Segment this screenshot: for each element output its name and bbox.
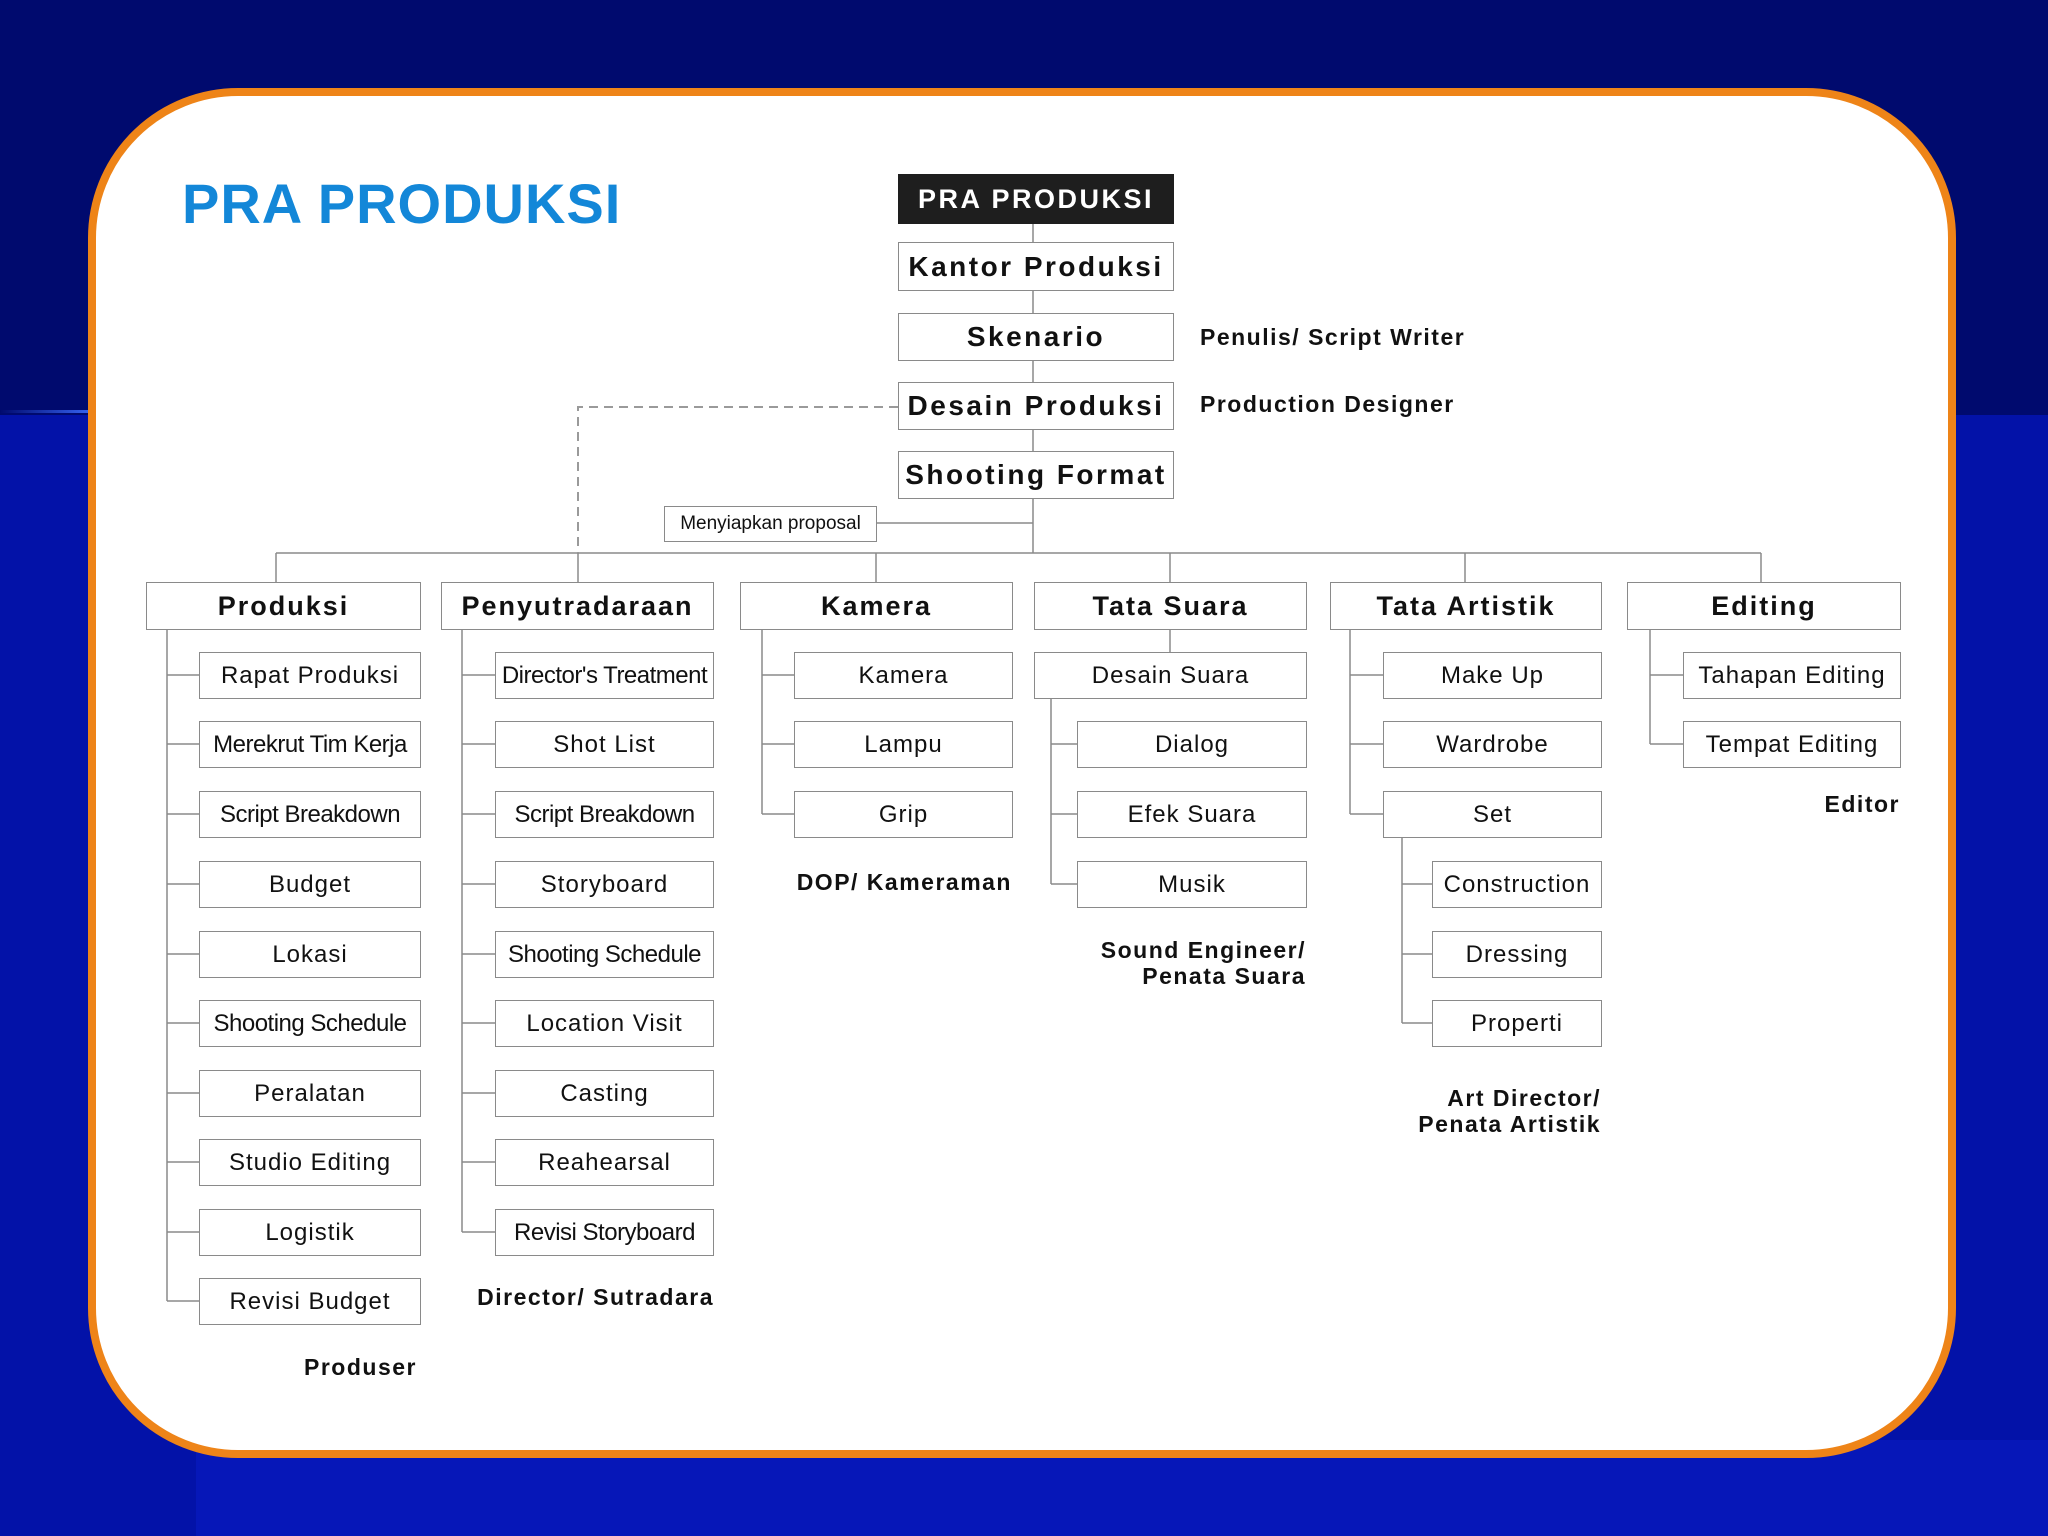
role-editor: Editor — [1824, 791, 1900, 817]
role-penata-suara-line2: Penata Suara — [1142, 963, 1306, 989]
item-set-3: Properti — [1432, 1000, 1602, 1047]
note-menyiapkan-proposal: Menyiapkan proposal — [664, 506, 877, 542]
item-set-2: Dressing — [1432, 931, 1602, 978]
item-produksi-10: Revisi Budget — [199, 1278, 421, 1325]
dept-tata-suara: Tata Suara — [1034, 582, 1307, 630]
root-box-pra-produksi: PRA PRODUKSI — [898, 174, 1174, 224]
item-tata-artistik-set: Set — [1383, 791, 1602, 838]
item-tata-suara-2: Efek Suara — [1077, 791, 1307, 838]
item-penyutradaraan-7: Casting — [495, 1070, 714, 1117]
item-penyutradaraan-5: Shooting Schedule — [495, 931, 714, 978]
item-editing-2: Tempat Editing — [1683, 721, 1901, 768]
sub-desain-suara: Desain Suara — [1034, 652, 1307, 699]
item-produksi-8: Studio Editing — [199, 1139, 421, 1186]
item-produksi-4: Budget — [199, 861, 421, 908]
item-kamera-2: Lampu — [794, 721, 1013, 768]
dept-produksi: Produksi — [146, 582, 421, 630]
role-penulis-script-writer: Penulis/ Script Writer — [1200, 324, 1466, 350]
item-tata-artistik-2: Wardrobe — [1383, 721, 1602, 768]
role-art-director-line1: Art Director/ — [1447, 1085, 1601, 1111]
item-produksi-1: Rapat Produksi — [199, 652, 421, 699]
item-kamera-1: Kamera — [794, 652, 1013, 699]
item-set-1: Construction — [1432, 861, 1602, 908]
box-kantor-produksi: Kantor Produksi — [898, 242, 1174, 291]
item-penyutradaraan-9: Revisi Storyboard — [495, 1209, 714, 1256]
box-desain-produksi: Desain Produksi — [898, 382, 1174, 430]
item-penyutradaraan-4: Storyboard — [495, 861, 714, 908]
dept-penyutradaraan: Penyutradaraan — [441, 582, 714, 630]
dept-editing: Editing — [1627, 582, 1901, 630]
slide-title: PRA PRODUKSI — [182, 172, 622, 235]
item-produksi-9: Logistik — [199, 1209, 421, 1256]
item-penyutradaraan-3: Script Breakdown — [495, 791, 714, 838]
box-shooting-format: Shooting Format — [898, 451, 1174, 499]
role-penata-artistik-line2: Penata Artistik — [1418, 1111, 1601, 1137]
item-editing-1: Tahapan Editing — [1683, 652, 1901, 699]
item-penyutradaraan-2: Shot List — [495, 721, 714, 768]
role-produser: Produser — [304, 1354, 417, 1380]
role-director-sutradara: Director/ Sutradara — [477, 1284, 714, 1310]
item-penyutradaraan-6: Location Visit — [495, 1000, 714, 1047]
item-penyutradaraan-8: Reahearsal — [495, 1139, 714, 1186]
item-produksi-5: Lokasi — [199, 931, 421, 978]
role-dop-kameraman: DOP/ Kameraman — [796, 869, 1012, 895]
item-produksi-2: Merekrut Tim Kerja — [199, 721, 421, 768]
item-kamera-3: Grip — [794, 791, 1013, 838]
role-production-designer: Production Designer — [1200, 391, 1455, 417]
item-tata-suara-3: Musik — [1077, 861, 1307, 908]
item-tata-artistik-1: Make Up — [1383, 652, 1602, 699]
dept-tata-artistik: Tata Artistik — [1330, 582, 1602, 630]
role-sound-engineer-line1: Sound Engineer/ — [1100, 937, 1306, 963]
dept-kamera: Kamera — [740, 582, 1013, 630]
item-produksi-6: Shooting Schedule — [199, 1000, 421, 1047]
item-tata-suara-1: Dialog — [1077, 721, 1307, 768]
item-penyutradaraan-1: Director's Treatment — [495, 652, 714, 699]
item-produksi-7: Peralatan — [199, 1070, 421, 1117]
item-produksi-3: Script Breakdown — [199, 791, 421, 838]
box-skenario: Skenario — [898, 313, 1174, 361]
